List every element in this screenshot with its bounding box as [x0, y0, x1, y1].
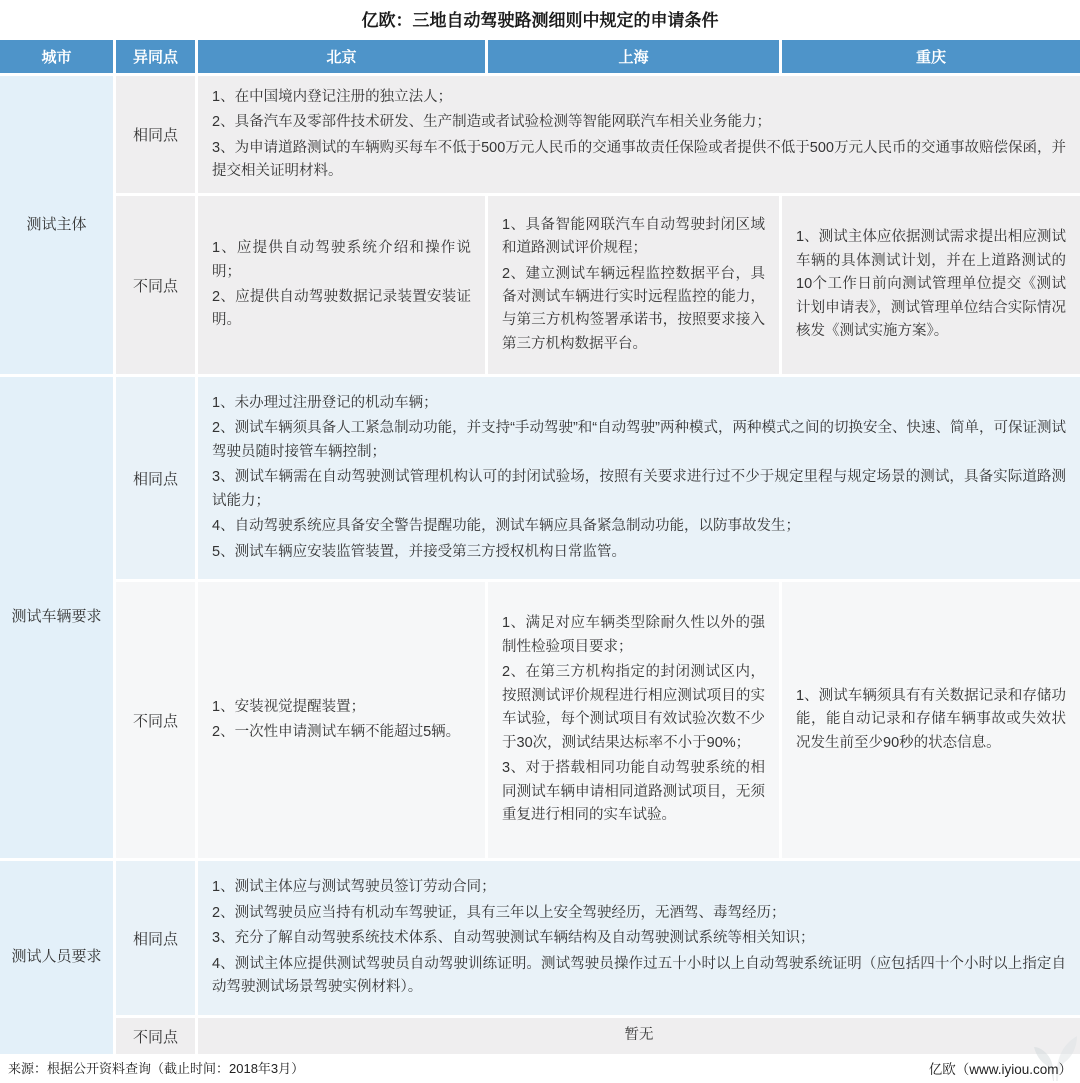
list-item: 1、测试主体应与测试驾驶员签订劳动合同； [212, 879, 496, 896]
label-same-personnel: 相同点 [116, 861, 195, 1015]
cell-vehicle-diff-shanghai [488, 582, 779, 858]
list-item: 1、具备智能网联汽车自动驾驶封闭区域和道路测试评价规程； [502, 216, 765, 257]
column-header-city: 城市 [0, 40, 113, 73]
category-vehicle-requirements: 测试车辆要求 [0, 377, 113, 858]
cell-subject-diff-chongqing [782, 196, 1080, 374]
list-item: 2、应提供自动驾驶数据记录装置安装证明。 [212, 289, 471, 329]
cell-vehicle-same-merged [198, 377, 1080, 579]
cell-personnel-diff-merged [198, 1018, 1080, 1054]
footer [0, 1054, 1080, 1081]
column-header-chongqing: 重庆 [782, 40, 1080, 73]
list-item: 2、具备汽车及零部件技术研发、生产制造或者试验检测等智能网联汽车相关业务能力； [212, 114, 772, 131]
column-header-sim-diff: 异同点 [116, 40, 195, 73]
page-title: 亿欧：三地自动驾驶路测细则中规定的申请条件 [361, 11, 719, 30]
cell-subject-same-merged [198, 76, 1080, 193]
list-item: 4、测试主体应提供测试驾驶员自动驾驶训练证明。测试驾驶员操作过五十小时以上自动驾驶系统证明（应包括四十个小时以上指定自动驾驶测试场景驾驶实例材料）。 [212, 955, 1066, 996]
list-item: 1、未办理过注册登记的机动车辆； [212, 394, 438, 411]
list-item: 1、在中国境内登记注册的独立法人； [212, 88, 453, 105]
list-item: 5、测试车辆应安装监管装置，并接受第三方授权机构日常监管。 [212, 543, 627, 560]
list-item: 3、为申请道路测试的车辆购买每车不低于500万元人民币的交通事故责任保险或者提供不低于500万元人民币的交通事故赔偿保函，并提交相关证明材料。 [212, 139, 1066, 179]
brand-credit: 亿欧（www.iyiou.com） [928, 1061, 1072, 1077]
cell-subject-diff-beijing [198, 196, 485, 374]
cell-vehicle-diff-chongqing [782, 582, 1080, 858]
comparison-table [0, 40, 1080, 1054]
cell-vehicle-diff-beijing [198, 582, 485, 858]
list-item: 暂无 [624, 1027, 654, 1044]
list-item: 4、自动驾驶系统应具备安全警告提醒功能，测试车辆应具备紧急制动功能，以防事故发生； [212, 518, 801, 535]
list-item: 2、建立测试车辆远程监控数据平台，具备对测试车辆进行实时远程监控的能力，与第三方机构签署承诺书，按照要求接入第三方机构数据平台。 [502, 265, 765, 352]
list-item: 1、测试主体应依据测试需求提出相应测试车辆的具体测试计划，并在上道路测试的10个工作日前向测试管理单位提交《测试计划申请表》，测试管理单位结合实际情况核发《测试实施方案》。 [796, 229, 1066, 340]
category-test-subject: 测试主体 [0, 76, 113, 374]
list-item: 2、在第三方机构指定的封闭测试区内，按照测试评价规程进行相应测试项目的实车试验，每个测试项目有效试验次数不少于30次，测试结果达标率不小于90%； [502, 664, 765, 751]
label-diff-vehicle: 不同点 [116, 582, 195, 858]
list-item: 1、安装视觉提醒装置； [212, 698, 366, 715]
cell-personnel-same-merged [198, 861, 1080, 1015]
list-item: 2、一次性申请测试车辆不能超过5辆。 [212, 724, 461, 740]
column-header-shanghai: 上海 [488, 40, 779, 73]
list-item: 1、测试车辆须具有有关数据记录和存储功能，能自动记录和存储车辆事故或失效状况发生前至少90秒的状态信息。 [796, 687, 1066, 751]
cell-subject-diff-shanghai [488, 196, 779, 374]
category-personnel-requirements: 测试人员要求 [0, 861, 113, 1054]
label-same-vehicle: 相同点 [116, 377, 195, 579]
column-header-beijing: 北京 [198, 40, 485, 73]
source-note: 来源：根据公开资料查询（截止时间：2018年3月） [8, 1061, 305, 1076]
list-item: 1、应提供自动驾驶系统介绍和操作说明； [212, 240, 471, 280]
list-item: 1、满足对应车辆类型除耐久性以外的强制性检验项目要求； [502, 615, 765, 655]
label-diff-subject: 不同点 [116, 196, 195, 374]
list-item: 2、测试驾驶员应当持有机动车驾驶证，具有三年以上安全驾驶经历，无酒驾、毒驾经历； [212, 904, 786, 921]
list-item: 2、测试车辆须具备人工紧急制动功能，并支持“手动驾驶”和“自动驾驶”两种模式，两种模式之间的切换安全、快速、简单，可保证测试驾驶员随时接管车辆控制； [212, 420, 1066, 460]
list-item: 3、对于搭载相同功能自动驾驶系统的相同测试车辆申请相同道路测试项目，无须重复进行相同的实车试验。 [502, 760, 765, 824]
label-diff-personnel: 不同点 [116, 1018, 195, 1054]
list-item: 3、充分了解自动驾驶系统技术体系、自动驾驶测试车辆结构及自动驾驶测试系统等相关知识； [212, 930, 815, 947]
label-same-subject: 相同点 [116, 76, 195, 193]
list-item: 3、测试车辆需在自动驾驶测试管理机构认可的封闭试验场，按照有关要求进行过不少于规定里程与规定场景的测试，具备实际道路测试能力； [212, 469, 1066, 509]
